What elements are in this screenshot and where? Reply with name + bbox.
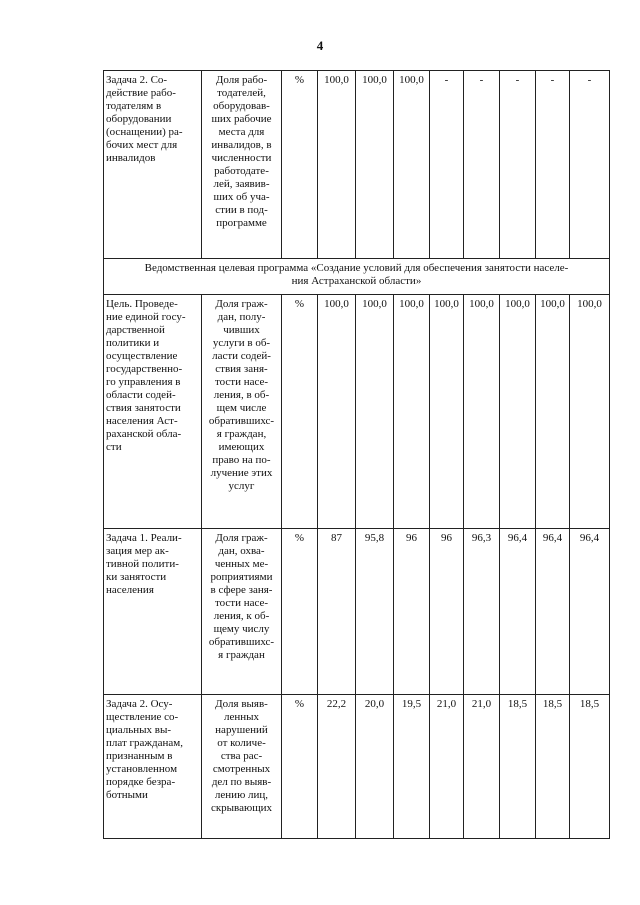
table-row (104, 295, 610, 529)
indicator-cell: Доля граж- дан, полу- чивших услуги в об- ласти содей- ствия заня- тости насе- ления, в об- щем числе обратившихс- я граждан, имеющих право на по- лучение этих услуг (202, 295, 282, 529)
indicator-cell: Доля выяв- ленных нарушений от количе- ства рас- смотренных дел по выяв- лению лиц, скрывающих (202, 695, 282, 839)
value-cell: 18,5 (570, 695, 610, 839)
table-row (104, 529, 610, 695)
value-cell: 100,0 (318, 295, 356, 529)
value-cell: 100,0 (356, 295, 394, 529)
value-cell: 96,4 (536, 529, 570, 695)
value-cell: 87 (318, 529, 356, 695)
value-cell: - (536, 71, 570, 259)
value-cell: 96,3 (464, 529, 500, 695)
value-cell: 22,2 (318, 695, 356, 839)
unit-cell: % (282, 71, 318, 259)
value-cell: 21,0 (430, 695, 464, 839)
section-title: Ведомственная целевая программа «Создание условий для обеспечения занятости населе- ния Астраханской области» (104, 259, 610, 295)
value-cell: 18,5 (500, 695, 536, 839)
value-cell: 96,4 (570, 529, 610, 695)
value-cell: 21,0 (464, 695, 500, 839)
value-cell: 100,0 (318, 71, 356, 259)
indicator-cell: Доля граж- дан, охва- ченных ме- роприятиями в сфере заня- тости насе- ления, к об- щему числу обратившихс- я граждан (202, 529, 282, 695)
value-cell: 100,0 (394, 295, 430, 529)
value-cell: - (570, 71, 610, 259)
unit-cell: % (282, 295, 318, 529)
task-cell: Задача 1. Реали- зация мер ак- тивной полити- ки занятости населения (104, 529, 202, 695)
unit-cell: % (282, 695, 318, 839)
table-row (104, 695, 610, 839)
value-cell: 100,0 (430, 295, 464, 529)
value-cell: 18,5 (536, 695, 570, 839)
value-cell: - (464, 71, 500, 259)
indicator-cell: Доля рабо- тодателей, оборудовав- ших рабочие места для инвалидов, в численности работодате- лей, заявив- ших об уча- стии в под- программе (202, 71, 282, 259)
value-cell: 100,0 (570, 295, 610, 529)
task-cell: Цель. Проведе- ние единой госу- дарственной политики и осуществление государственно- го управления в области содей- ствия занятости населения Аст- раханской обла- сти (104, 295, 202, 529)
value-cell: 96 (430, 529, 464, 695)
page-number: 4 (316, 38, 324, 53)
value-cell: 100,0 (356, 71, 394, 259)
unit-cell: % (282, 529, 318, 695)
value-cell: 20,0 (356, 695, 394, 839)
value-cell: 96,4 (500, 529, 536, 695)
table-row (104, 71, 610, 259)
value-cell: - (430, 71, 464, 259)
value-cell: 96 (394, 529, 430, 695)
value-cell: 95,8 (356, 529, 394, 695)
task-cell: Задача 2. Осу- ществление со- циальных вы- плат гражданам, признанным в установленном порядке безра- ботными (104, 695, 202, 839)
indicators-table (103, 70, 610, 839)
value-cell: 100,0 (500, 295, 536, 529)
value-cell: 19,5 (394, 695, 430, 839)
value-cell: 100,0 (464, 295, 500, 529)
value-cell: 100,0 (394, 71, 430, 259)
value-cell: - (500, 71, 536, 259)
section-row (104, 259, 610, 295)
value-cell: 100,0 (536, 295, 570, 529)
task-cell: Задача 2. Со- действие рабо- тодателям в оборудовании (оснащении) ра- бочих мест для инвалидов (104, 71, 202, 259)
